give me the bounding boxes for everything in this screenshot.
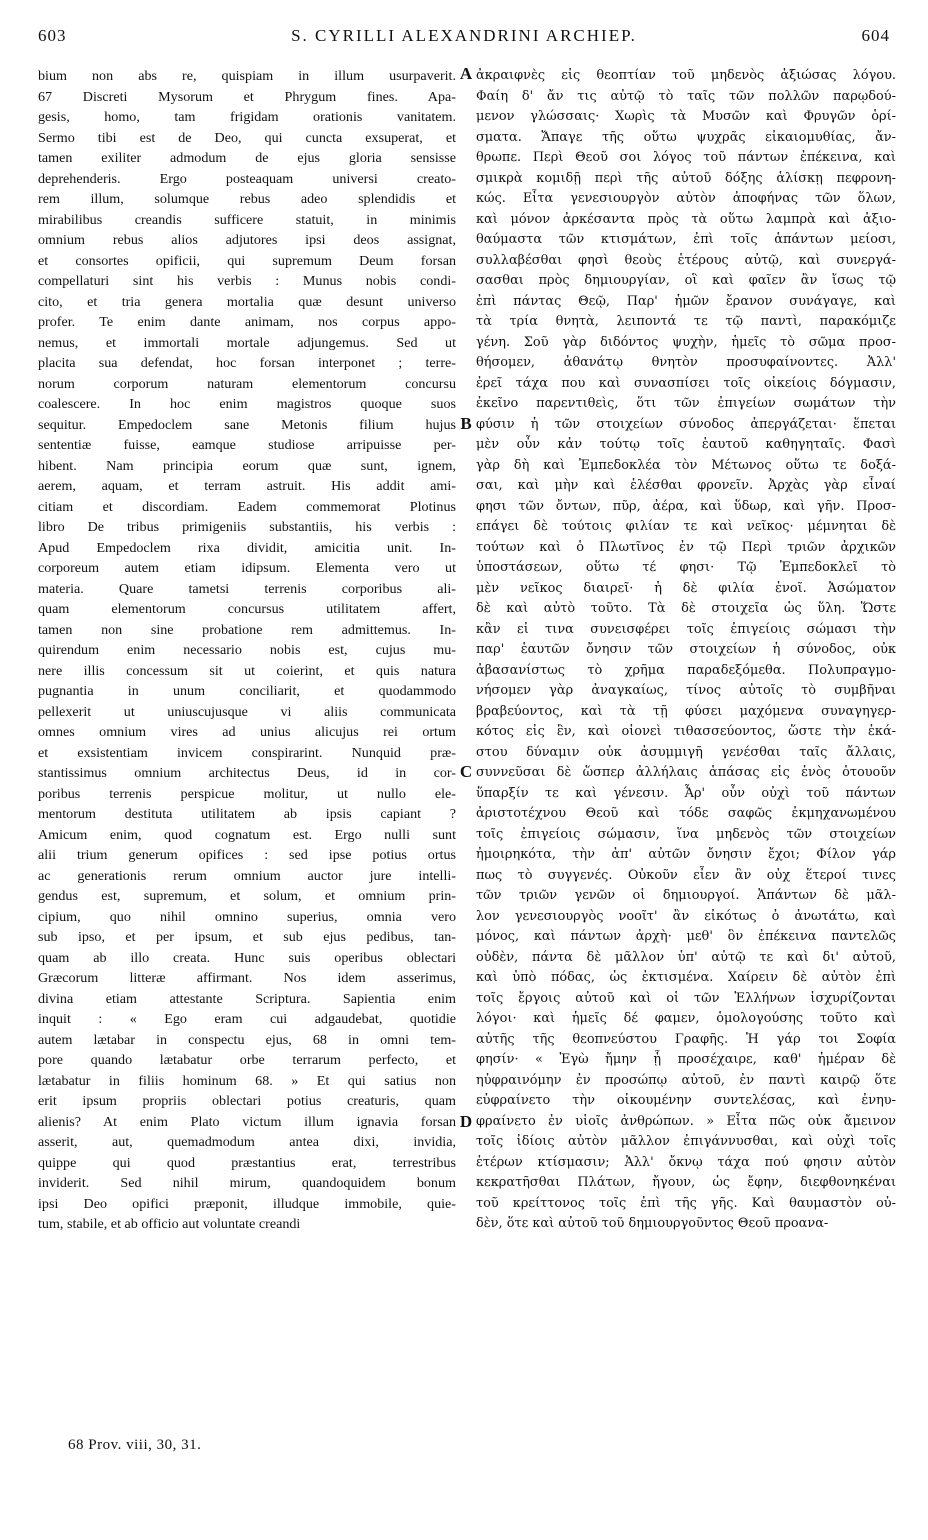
latin-text-line: omnium rebus alios adjutores ipsi deos assignat, xyxy=(38,232,456,248)
greek-text-line: φησίν· « Ἐγὼ ἤμην ᾗ προσέχαιρε, καθ' ἡμέραν δὲ xyxy=(476,1052,896,1067)
latin-text-line: profer. Te enim dante animam, nos corpus appo- xyxy=(38,314,456,330)
section-marker-b: B xyxy=(460,414,472,433)
greek-text-line: ὑποστάσεων, οὕτω τέ φησι· Τῷ Ἐμπεδοκλεῖ τὸ xyxy=(476,560,896,575)
greek-text-line: κεκρατῆσθαι Πλάτων, ἤγουν, ὡς ἔφην, διεφθονηκέναι xyxy=(476,1175,896,1190)
greek-text-line: αὐτῆς τῆς θεοπνεύστου Γραφῆς. Ἡ γάρ τοι Σοφία xyxy=(476,1031,896,1047)
latin-text-line: gendus est, supremum, et solum, et omnium prin- xyxy=(38,888,456,904)
latin-text-line: tamen non sine probatione rem admittemus. In- xyxy=(38,621,456,638)
latin-text-line: omnes omnium vires ad unius alicujus rei ortum xyxy=(38,724,456,740)
greek-text-line: σαι, καὶ μὴν καὶ ἑλέσθαι φρονεῖν. Ἀρχὰς γὰρ εἶναί xyxy=(476,478,896,493)
greek-text-line: πως τὸ συγγενές. Οὐκοῦν εἶεν ἂν οὐχ ἕτεροί τινες xyxy=(476,867,896,883)
latin-text-line: lætabatur in filiis hominum 68. » Et qui satius non xyxy=(38,1072,456,1089)
latin-text-line: tum, stabile, et ab officio aut voluntate creandi xyxy=(38,1216,301,1232)
greek-text-line: βραβεύοντος, καὶ τὰ τῇ φύσει μαχόμενα συναγηγερ- xyxy=(476,703,896,719)
greek-text-line: τοῖς ἐπιγείοις σώμασιν, ἵνα μηδενὸς τῶν στοιχείων xyxy=(476,826,896,842)
greek-text-line: εὐφραίνετο τὴν οἰκουμένην συντελέσας, καὶ ἐνηυ- xyxy=(476,1093,896,1108)
greek-text-line: δὲ καὶ αὐτὸ τοῦτο. Τὰ δὲ στοιχεῖα ὡς ὕλη. Ὥστε xyxy=(476,601,896,616)
greek-text-line: στου δύναμιν οὐκ ἀσυμμιγῆ γενέσθαι ταῖς ἄλλαις, xyxy=(476,744,896,760)
latin-text-line: sub ipso, et per ipsum, et sub ejus pedibus, tan- xyxy=(38,929,456,945)
latin-text-line: aerem, aquam, et terram astruit. His addit ami- xyxy=(38,478,456,494)
greek-text-line: δὲν, ὅτε καὶ αὐτοῦ τοῦ δημιουργοῦντος Θεοῦ προανα- xyxy=(476,1216,829,1231)
greek-text-line: σασθαι πρὸς δημιουργίαν, οἳ καὶ φαῖεν ἂν ἴσως τῷ xyxy=(476,273,896,288)
latin-text-line: corporeum autem etiam idipsum. Elementa vero ut xyxy=(38,560,456,576)
greek-text-line: λον γενεσιουργὸς νοοῖτ' ἂν εἰκότως ὁ ἀνωτάτω, καὶ xyxy=(476,908,896,924)
latin-text-line: materia. Quare tametsi terrenis corporibus ali- xyxy=(38,580,456,597)
left-page-number: 603 xyxy=(38,26,67,45)
greek-text-line: ἀριστοτέχνου Θεοῦ καὶ τόδε σαφῶς ἐκμηχανωμένου xyxy=(476,806,896,821)
latin-text-line: quirendum enim necessario nobis est, cujus mu- xyxy=(38,642,456,658)
latin-text-line: sequitur. Empedoclem sane Metonis filium hujus xyxy=(38,416,456,433)
latin-text-line: gesis, homo, tam frigidam orationis vanitatem. xyxy=(38,109,456,125)
latin-text-line: compellaturi sint his verbis : Munus nobis condi- xyxy=(38,273,456,289)
latin-text-line: divina etiam attestante Scriptura. Sapientia enim xyxy=(38,990,456,1007)
greek-text-line: επάγει δὲ τούτοις φιλίαν τε καὶ νεῖκος· μέμνηται δὲ xyxy=(476,519,896,534)
latin-text-line: Græcorum litteræ affirmant. Nos idem asserimus, xyxy=(38,970,456,986)
latin-text-line: citiam et discordiam. Eadem commemorat Plotinus xyxy=(38,498,456,515)
latin-text-line: hibent. Nam principia eorum quæ sunt, ignem, xyxy=(38,457,456,474)
section-marker-c: C xyxy=(459,762,473,781)
latin-text-line: inviderit. Sed nihil mirum, quandoquidem bonum xyxy=(38,1175,456,1191)
latin-text-line: Amicum enim, quod cognatum est. Ergo nulli sunt xyxy=(38,826,456,843)
latin-text-line: quam ab illo creata. Hunc suis operibus oblectari xyxy=(38,949,456,966)
greek-text-line: θρωπε. Περὶ Θεοῦ σοι λόγος τοῦ πάντων ἐπέκεινα, καὶ xyxy=(476,150,896,165)
greek-column xyxy=(476,66,896,1235)
latin-text-line: Apud Empedoclem rixa dividit, amicitia unit. In- xyxy=(38,539,456,556)
greek-text-line: ἀβασανίστως τὸ χρῆμα παραδεξόμεθα. Πολυπραγμο- xyxy=(476,662,896,678)
greek-text-line: φησι τῶν ὄντων, πῦρ, ἀέρα, καὶ ὕδωρ, καὶ γῆν. Προσ- xyxy=(476,498,896,514)
latin-text-line: pore quando lætabatur orbe terrarum perfecto, et xyxy=(38,1052,456,1068)
right-page-number: 604 xyxy=(861,26,890,45)
greek-text-line: μὲν οὖν κἀν τούτῳ τοῖς ἑαυτοῦ καθηγηταῖς. Φασὶ xyxy=(476,437,896,452)
latin-text-line: deprehenderis. Ergo posteaquam universi creato- xyxy=(38,170,456,187)
greek-text-line: τοῖς ἔργοις αὐτοῦ καὶ οἱ τῶν Ἑλλήνων ἰσχυρίζονται xyxy=(476,990,896,1006)
greek-text-line: ὕπαρξίν τε καὶ γένεσιν. Ἆρ' οὖν οὐχὶ τοῦ πάντων xyxy=(476,785,896,801)
greek-text-line: παρ' ἑαυτῶν ὄνησιν τῶν στοιχείων ἡ σύνοδος, οὐκ xyxy=(476,642,896,657)
latin-text-line: poribus terrenis perspicue molitur, ut nullo ele- xyxy=(38,785,456,802)
latin-text-line: alii trium generum opifices : sed ipse potius ortus xyxy=(38,847,456,863)
greek-text-line: ἑτέρων κτίσμασιν; Ἀλλ' ὄκνῳ τάχα πού φησιν αὐτὸν xyxy=(476,1154,896,1170)
latin-text-line: mentorum destituta utilitatem ab ipsis capiant ? xyxy=(38,806,456,822)
greek-text-line: λόγοι· καὶ ἡμεῖς δέ φαμεν, ὁμολογούσης τοῦτο καὶ xyxy=(476,1011,896,1026)
latin-text-line: asserit, aut, quemadmodum antea dixi, invidia, xyxy=(38,1134,456,1150)
greek-text-line: μόνος, καὶ πάντων ἀρχὴ· μεθ' ὃν ἐπέκεινα παντελῶς xyxy=(476,929,896,944)
greek-text-line: σματα. Ἄπαγε τῆς οὕτω ψυχρᾶς εἰκαιομυθίας, ἄν- xyxy=(476,129,896,145)
latin-text-line: mirabilibus creandis sufficere statuit, in minimis xyxy=(38,211,456,228)
latin-text-line: cipium, quo nihil omnino superius, omnia vero xyxy=(38,908,456,925)
greek-text-line: γένη. Σοῦ γὰρ διδόντος ψυχὴν, ἡμεῖς τὸ σῶμα προσ- xyxy=(476,334,896,350)
section-marker-a: A xyxy=(459,64,473,83)
greek-text-line: ἐκεῖνο παρεντιθεὶς, ὅτι τῶν ἐπιγείων σωμάτων τὴν xyxy=(476,396,896,411)
latin-text-line: pugnantia in unum conciliarit, et quodammodo xyxy=(38,683,456,699)
greek-text-line: κότος εἰς ἓν, καὶ οἱονεὶ τιθασσεύοντος, ὥστε τὴν ἑκά- xyxy=(476,724,896,739)
greek-text-line: τὰ τρία θνητὰ, λειποντά τε τῷ παντὶ, παρακόμιζε xyxy=(476,314,896,329)
greek-text-line: θήσομεν, ἀθανάτῳ θνητὸν προσυφαίνοντες. Ἀλλ' xyxy=(476,355,896,370)
greek-text-line: ἠμοιρηκότα, τὴν ἀπ' αὐτῶν ὄνησιν ἔχοι; Φίλον γάρ xyxy=(476,847,896,862)
greek-text-line: φύσιν ἡ τῶν στοιχείων σύνοδος ἀπεργάζεται· ἕπεται xyxy=(476,416,896,432)
greek-text-line: γὰρ δὴ καὶ Ἐμπεδοκλέα τὸν Μέτωνος οὕτω τε δοξά- xyxy=(476,457,896,473)
greek-text-line: κἂν εἰ τινα συνεισφέρει τοῖς ἐπιγείοις σώμασι τὴν xyxy=(476,621,896,637)
latin-text-line: alienis? At enim Plato victum illum ignavia forsan xyxy=(38,1113,456,1130)
latin-text-line: erit ipsum propriis oblectari potius creaturis, quam xyxy=(38,1093,456,1109)
latin-text-line: et consortes opificii, qui supremum Deum forsan xyxy=(38,252,456,269)
latin-column xyxy=(38,66,456,1235)
greek-text-line: συλλαβέσθαι φησὶ θεοὺς ἑτέρους αὐτῷ, καὶ συνεργά- xyxy=(476,252,896,268)
greek-text-line: τοῖς ἰδίοις αὐτὸν μᾶλλον ἐπιγάννυσθαι, καὶ οὐχὶ τοῖς xyxy=(476,1134,896,1149)
latin-text-line: sententiæ fuisse, eamque studiose arripuisse per- xyxy=(38,437,456,453)
latin-text-line: autem lætabar in conspectu ejus, 68 in omni tem- xyxy=(38,1031,456,1048)
greek-text-line: καὶ μόνον ἀρκέσαντα πρὸς τὰ οὕτω λαμπρὰ καὶ ἀξιο- xyxy=(476,211,896,227)
greek-text-line: νήσομεν γὰρ ἀναγκαίως, τίνος αὐτοῖς τὸ συμβῆναι xyxy=(476,683,896,698)
latin-text-line: placita sua defendat, hoc forsan interponet ; terre- xyxy=(38,355,456,371)
greek-text-line: τούτων καὶ ὁ Πλωτῖνος ἐν τῷ Περὶ τριῶν ἀρχικῶν xyxy=(476,539,896,555)
greek-text-line: καὶ ὑπὸ πόδας, ὡς ἐκτισμένα. Χαίρειν δὲ αὐτὸν ἐπὶ xyxy=(476,970,896,985)
latin-text-line: nere illis concessum sit ut coierint, et quis natura xyxy=(38,662,456,679)
latin-text-line: quam elementorum concursus utilitatem affert, xyxy=(38,601,456,617)
latin-text-line: stantissimus omnium architectus Deus, id in cor- xyxy=(38,765,456,781)
latin-text-line: et exsistentiam invicem conspirarint. Nunquid præ- xyxy=(38,744,456,761)
greek-text-line: συννεῦσαι δὲ ὥσπερ ἀλλήλαις ἁπάσας εἰς ἑνὸς ὁτουοῦν xyxy=(476,765,896,780)
footnote: 68 Prov. viii, 30, 31. xyxy=(68,1437,202,1453)
latin-text-line: quippe qui quod præstantius erat, terrestribus xyxy=(38,1154,456,1171)
greek-text-line: θαύμαστα τῶν κτισμάτων, ἐπὶ τοῖς ἁπάντων μείοσι, xyxy=(476,232,896,247)
greek-text-line: μενον γλώσσαις· Χωρὶς τὰ Μυσῶν καὶ Φρυγῶν ὁρί- xyxy=(476,109,896,124)
latin-text-line: rem illum, solumque rebus adeo splendidis et xyxy=(38,191,456,207)
latin-text-line: 67 Discreti Mysorum et Phrygum fines. Apa- xyxy=(38,88,456,105)
latin-text-line: ipsi Deo opifici præponit, illudque immobile, quie- xyxy=(38,1195,456,1212)
greek-text-line: κώς. Εἶτα γενεσιουργὸν αὐτὸν ἀποφήνας τῶν ὅλων, xyxy=(476,191,896,206)
greek-text-line: τοῦ κρείττονος τοῖς ἐπὶ τῆς γῆς. Καὶ θαυμαστὸν οὐ- xyxy=(476,1195,896,1211)
greek-text-line: ἐρεῖ τάχα που καὶ συνασπίσει τοῖς οἰκείοις δόγμασιν, xyxy=(476,375,896,391)
greek-text-line: ηὐφραινόμην ἐν προσώπῳ αὐτοῦ, ἐν παντὶ καιρῷ ὅτε xyxy=(476,1072,896,1088)
running-title: S. CYRILLI ALEXANDRINI ARCHIEP. xyxy=(291,26,637,45)
latin-text-line: Sermo tibi est de Deo, qui cuncta exsuperat, et xyxy=(38,129,456,146)
latin-text-line: inquit : « Ego eram cui adgaudebat, quotidie xyxy=(38,1011,456,1027)
latin-text-line: cito, et tria genera mortalia quæ desunt universo xyxy=(38,293,456,310)
greek-text-line: ἀκραιφνὲς εἰς θεοπτίαν τοῦ μηδενὸς ἀξιώσας λόγου. xyxy=(476,68,896,83)
latin-text-line: nemus, et immortali mortale adjungemus. Sed ut xyxy=(38,334,456,351)
latin-text-line: coalescere. In hoc enim magistros quoque suos xyxy=(38,396,456,412)
greek-text-line: Φαίη δ' ἄν τις αὐτῷ τὸ ταῖς τῶν πολλῶν παρῳδού- xyxy=(476,88,896,104)
greek-text-line: σμικρὰ κομιδῇ περὶ τῆς αὐτοῦ δόξης ἁλίσκῃ πεφρονη- xyxy=(476,170,896,186)
section-marker-d: D xyxy=(459,1112,473,1131)
latin-text-line: norum corporum naturam elementorum concursu xyxy=(38,375,456,392)
latin-text-line: libro De tribus primigeniis substantiis, his verbis : xyxy=(38,519,456,535)
latin-text-line: bium non abs re, quispiam in illum usurpaverit. xyxy=(38,68,456,84)
greek-text-line: ἐπὶ πάντας Θεῷ, Παρ' ἡμῶν ἔρανον συνάγαγε, καὶ xyxy=(476,293,896,309)
latin-text-line: ac generationis rerum omnium auctor jure intelli- xyxy=(38,867,456,884)
greek-text-line: φραίνετο ἐν υἱοῖς ἀνθρώπων. » Εἶτα πῶς οὐκ ἄμεινον xyxy=(476,1113,896,1129)
greek-text-line: μὲν νεῖκος διαιρεῖ· ἡ δὲ φιλία ἑνοῖ. Ἀσώματον xyxy=(476,580,896,596)
latin-text-line: tamen exiliter admodum de ejus gloria sensisse xyxy=(38,150,456,166)
greek-text-line: τῶν τριῶν γενῶν οἱ δημιουργοί. Ἁπάντων δὲ μᾶλ- xyxy=(476,888,896,903)
latin-text-line: pellexerit ut uniuscujusque vi aliis communicata xyxy=(38,703,456,720)
greek-text-line: οὐδὲν, πάντα δὲ μᾶλλον ὑπ' αὐτῷ τε καὶ δι' αὐτοῦ, xyxy=(476,949,896,965)
